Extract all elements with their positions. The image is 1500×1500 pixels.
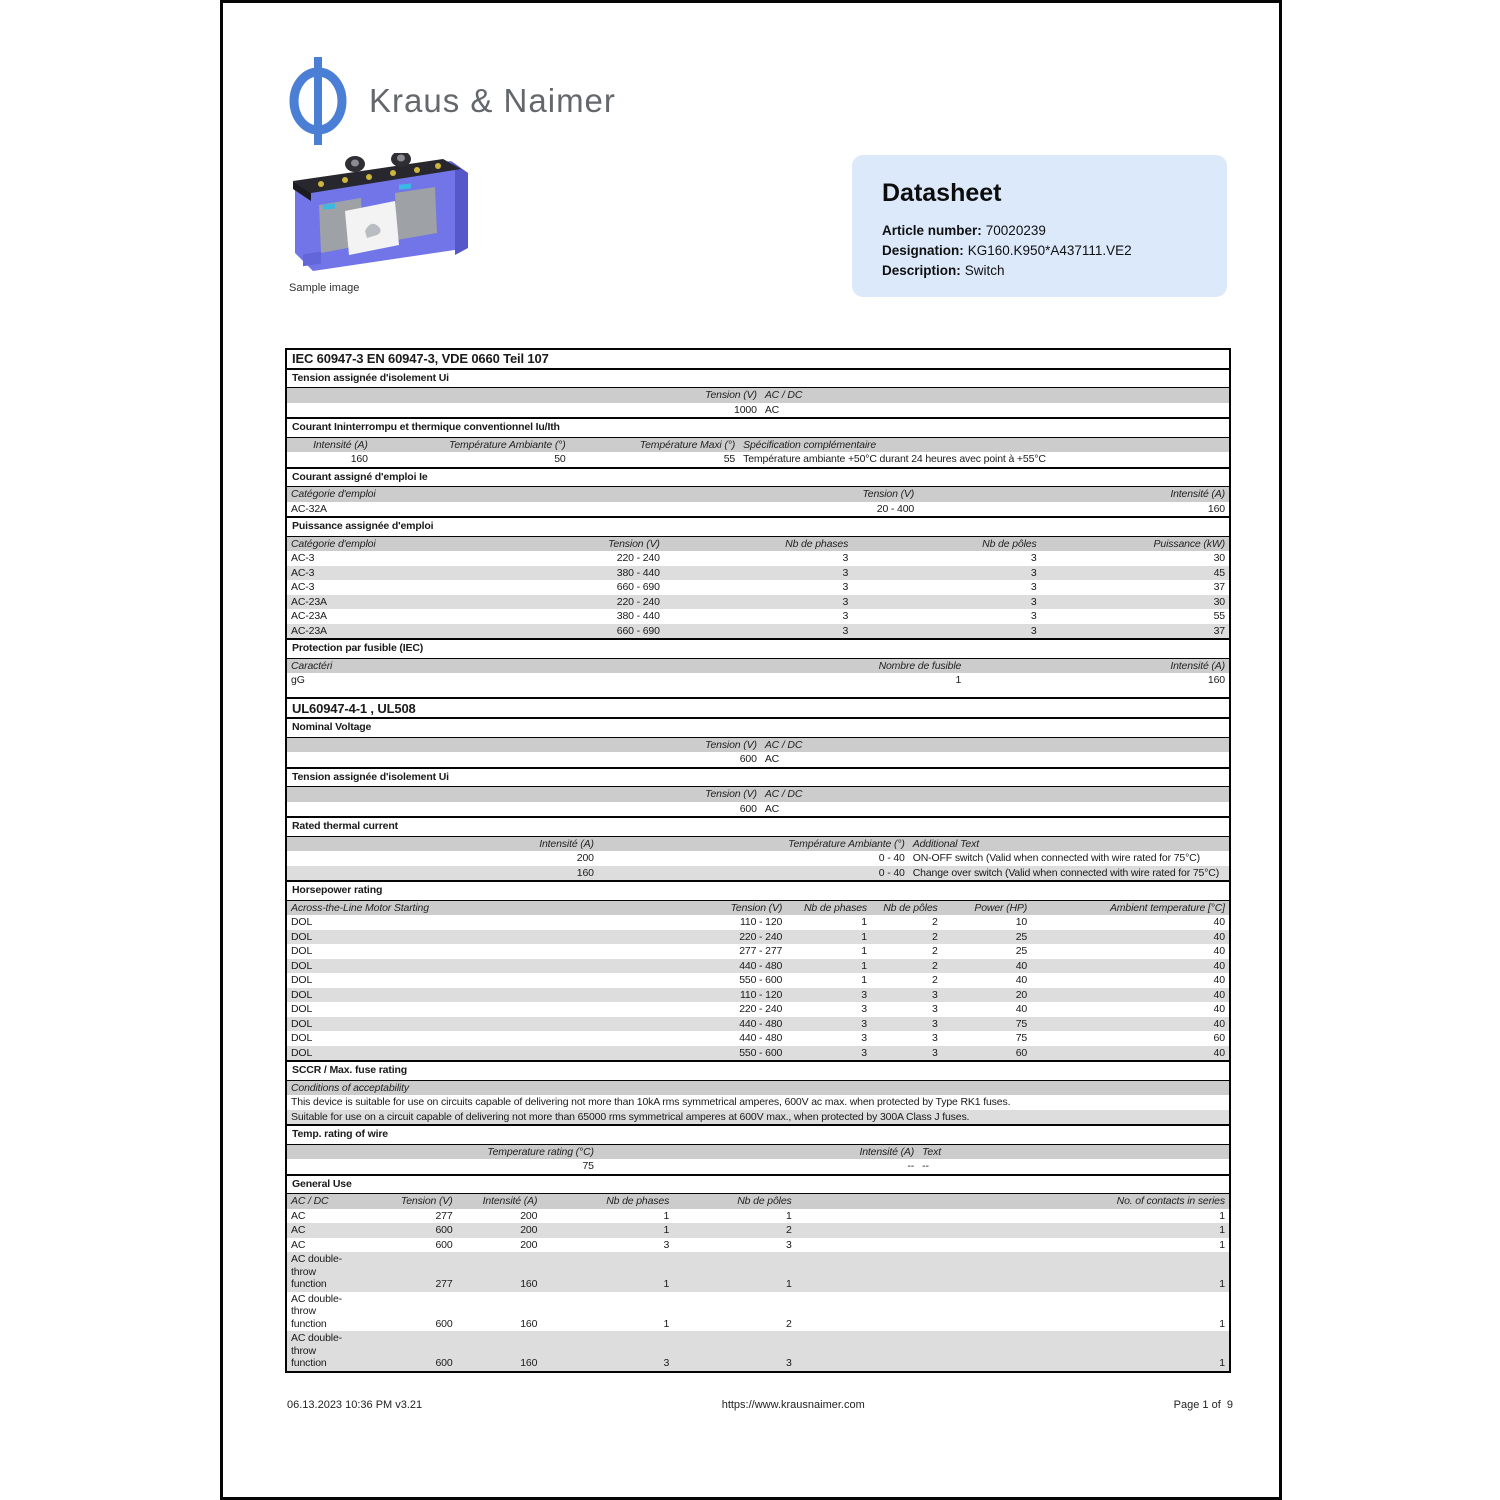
table-cell: 40	[1213, 1017, 1225, 1030]
table-cell: AC-32A	[291, 502, 327, 515]
table-cell: DOL	[291, 945, 313, 957]
section-heading	[287, 816, 1229, 837]
table-cell: AC-3	[291, 552, 315, 564]
table-row	[287, 1002, 1229, 1017]
column-header: Additional Text	[912, 837, 979, 850]
column-header: Température Ambiante (°)	[449, 438, 566, 451]
table-cell: 3	[1030, 552, 1037, 564]
table-cell: 440 - 480	[739, 1017, 783, 1030]
table-cell: 40	[1213, 1003, 1225, 1015]
column-header: Nb de pôles	[982, 537, 1037, 550]
table-cell: 3	[861, 1017, 867, 1030]
column-header: Nb de pôles	[883, 901, 938, 914]
table-cell: 200	[520, 1238, 538, 1251]
table-row	[287, 930, 1229, 945]
table-cell: AC double-throw function	[291, 1332, 343, 1369]
column-header: Conditions of acceptability	[291, 1081, 409, 1094]
column-header: Across-the-Line Motor Starting	[291, 901, 429, 914]
column-header: Tension (V)	[400, 1195, 453, 1207]
table-row	[287, 752, 1229, 767]
table-cell: 277 - 277	[739, 945, 783, 957]
document-page	[220, 0, 1282, 1500]
table-cell: 30	[1213, 552, 1225, 564]
datasheet-title: Datasheet	[882, 179, 1002, 207]
table-cell: 200	[520, 1209, 538, 1222]
table-cell: 380 - 440	[616, 610, 660, 622]
column-header: Temperature rating (°C)	[487, 1145, 594, 1158]
table-row	[287, 403, 1229, 418]
section-heading	[287, 1124, 1229, 1145]
footer-url: https://www.krausnaimer.com	[721, 1399, 865, 1411]
section-heading	[287, 467, 1229, 488]
phi-logo-icon	[289, 55, 347, 147]
table-cell: DOL	[291, 1017, 313, 1030]
table-cell: DOL	[291, 974, 313, 986]
table-cell: Tension assignée d'isolement Ui	[292, 371, 449, 384]
column-header: Caractéri	[291, 659, 333, 672]
table-cell: 660 - 690	[616, 624, 660, 637]
column-header: Tension (V)	[705, 788, 757, 800]
table-cell: 2	[785, 1224, 792, 1236]
table-row	[287, 1017, 1229, 1032]
table-cell: 3	[1030, 595, 1037, 608]
table-cell: 2	[931, 916, 938, 928]
column-header-row	[287, 1194, 1229, 1209]
table-cell: AC-23A	[291, 610, 327, 622]
table-cell: --	[907, 1160, 915, 1172]
table-cell: 3	[931, 1046, 938, 1059]
table-cell: 1	[1219, 1317, 1225, 1330]
table-cell: AC	[764, 753, 780, 765]
table-cell: 600	[739, 802, 757, 815]
table-row	[287, 1095, 1229, 1110]
table-row	[287, 1252, 1229, 1292]
column-header: AC / DC	[291, 1195, 329, 1207]
footer-page-number: Page 1 of 9	[1173, 1399, 1233, 1411]
table-row	[287, 1031, 1229, 1046]
table-cell: DOL	[291, 1032, 313, 1044]
table-cell: 10	[1015, 916, 1028, 928]
column-header: Intensité (A)	[1170, 659, 1225, 672]
table-cell: 160	[520, 1357, 538, 1369]
table-cell: 3	[931, 1017, 938, 1030]
table-row	[287, 566, 1229, 581]
table-cell: 200	[576, 852, 594, 864]
table-cell: 1	[663, 1209, 670, 1222]
table-row	[287, 624, 1229, 639]
table-row	[287, 1292, 1229, 1332]
table-cell: 3	[931, 1003, 938, 1015]
table-cell: 1	[663, 1224, 670, 1236]
table-cell: Température ambiante +50°C durant 24 heures avec point à +55°C	[743, 453, 1046, 465]
table-cell: 660 - 690	[616, 581, 660, 593]
table-cell: 75	[582, 1160, 594, 1172]
table-cell: 220 - 240	[739, 930, 783, 943]
table-cell: Horsepower rating	[292, 884, 383, 896]
table-cell: 55	[1213, 610, 1225, 622]
table-cell: 1	[861, 930, 867, 943]
table-cell: AC	[764, 802, 780, 815]
table-cell: gG	[291, 674, 305, 686]
table-cell: 3	[842, 581, 849, 593]
column-header: AC / DC	[764, 788, 803, 800]
table-cell: 50	[554, 453, 566, 465]
table-cell: 75	[1015, 1017, 1028, 1030]
table-row	[287, 595, 1229, 610]
table-cell: Protection par fusible (IEC)	[292, 642, 424, 654]
table-cell: 3	[785, 1357, 792, 1369]
table-cell: 600	[435, 1238, 453, 1251]
section-heading	[287, 719, 1229, 738]
table-row	[287, 1046, 1229, 1061]
column-header: Nombre de fusible	[878, 659, 962, 672]
section-heading	[287, 417, 1229, 438]
table-cell: 20	[1015, 988, 1028, 1001]
column-header: Température Ambiante (°)	[788, 837, 905, 850]
column-header: Catégorie d'emploi	[291, 488, 376, 500]
table-cell: 3	[842, 566, 849, 579]
table-cell: Puissance assignée d'emploi	[292, 520, 434, 532]
table-cell: 40	[1213, 959, 1225, 972]
column-header-row	[287, 837, 1229, 852]
table-cell: 3	[785, 1238, 792, 1251]
table-cell: 30	[1213, 595, 1225, 608]
table-cell: 40	[1015, 974, 1028, 986]
column-header: Nb de phases	[804, 901, 867, 914]
designation-line	[882, 241, 1207, 261]
table-cell: 600	[435, 1224, 453, 1236]
column-header: Catégorie d'emploi	[291, 537, 376, 550]
column-header: Intensité (A)	[859, 1145, 915, 1158]
table-cell: 1	[785, 1209, 792, 1222]
table-cell: 3	[842, 624, 849, 637]
page-footer	[223, 1399, 1279, 1415]
column-header: Tension (V)	[705, 389, 757, 401]
column-header: Tension (V)	[730, 901, 783, 914]
table-cell: 220 - 240	[739, 1003, 783, 1015]
table-cell: 160	[1207, 674, 1225, 686]
column-header-row	[287, 487, 1229, 502]
table-cell: 40	[1213, 930, 1225, 943]
section-heading	[287, 370, 1229, 389]
table-cell: 277	[435, 1209, 453, 1222]
table-cell: 160	[1207, 502, 1225, 515]
column-header: Nb de phases	[606, 1195, 670, 1207]
table-group-heading	[287, 697, 1229, 720]
table-cell: AC	[291, 1224, 306, 1236]
table-cell: AC	[291, 1238, 306, 1251]
table-row	[287, 1238, 1229, 1253]
table-group-heading	[287, 350, 1229, 370]
table-cell: 1000	[734, 403, 757, 416]
table-cell: DOL	[291, 988, 313, 1001]
column-header: AC / DC	[764, 389, 803, 401]
table-cell: DOL	[291, 1046, 313, 1059]
table-cell: 2	[931, 930, 938, 943]
section-heading	[287, 767, 1229, 788]
column-header: AC / DC	[764, 738, 803, 751]
table-cell: AC-3	[291, 581, 315, 593]
table-cell: 55	[723, 453, 736, 465]
spec-table	[285, 348, 1231, 1373]
table-cell: DOL	[291, 1003, 313, 1015]
table-cell: 3	[663, 1238, 670, 1251]
table-cell: 3	[861, 1032, 867, 1044]
table-cell: This device is suitable for use on circuits capable of delivering not more than 10kA rms symmetrical amperes, 600V ac max. when protected by Type RK1 fuses.	[291, 1096, 1011, 1108]
table-cell: 380 - 440	[616, 566, 660, 579]
column-header: Nb de phases	[785, 537, 849, 550]
table-cell: 600	[435, 1317, 453, 1330]
table-cell: 3	[663, 1357, 670, 1369]
table-cell: 1	[1219, 1278, 1225, 1290]
table-row	[287, 1159, 1229, 1174]
table-cell: DOL	[291, 916, 313, 928]
table-cell: 40	[1213, 988, 1225, 1001]
table-cell: 3	[1030, 624, 1037, 637]
table-row	[287, 673, 1229, 688]
table-cell: 3	[861, 1046, 867, 1059]
column-header-row	[287, 659, 1229, 674]
table-cell: 1	[861, 945, 867, 957]
table-cell: AC double-throw function	[291, 1253, 343, 1290]
table-cell: 40	[1213, 1046, 1225, 1059]
table-cell: 1	[1219, 1209, 1225, 1222]
table-cell: AC-3	[291, 566, 315, 579]
table-row	[287, 1110, 1229, 1125]
column-header: Nb de pôles	[737, 1195, 792, 1207]
datasheet-meta	[882, 221, 1207, 281]
column-header: Intensité (A)	[313, 438, 368, 451]
table-cell: --	[922, 1160, 929, 1172]
table-cell: 40	[1015, 959, 1028, 972]
description-label: Description:	[882, 263, 961, 278]
column-header: Puissance (kW)	[1153, 537, 1225, 550]
brand-name: Kraus & Naimer	[369, 82, 616, 119]
table-cell: 3	[842, 610, 849, 622]
column-header: Intensité (A)	[539, 837, 594, 850]
column-header: Tension (V)	[705, 738, 757, 751]
table-row	[287, 580, 1229, 595]
table-cell: 440 - 480	[739, 959, 783, 972]
column-header: Intensité (A)	[482, 1195, 538, 1207]
table-cell: 37	[1213, 581, 1225, 593]
table-cell: 3	[931, 1032, 938, 1044]
table-row	[287, 551, 1229, 566]
table-row	[287, 988, 1229, 1003]
table-cell: AC-23A	[291, 595, 327, 608]
description-line	[882, 261, 1207, 281]
table-cell: AC	[291, 1209, 306, 1222]
table-cell: Temp. rating of wire	[292, 1128, 388, 1140]
product-image	[283, 153, 488, 281]
table-cell: 3	[1030, 566, 1037, 579]
column-header-row	[287, 901, 1229, 916]
table-row	[287, 915, 1229, 930]
table-cell: 1	[1219, 1224, 1225, 1236]
column-header: Température Maxi (°)	[639, 438, 736, 451]
table-row	[287, 1209, 1229, 1224]
table-cell: AC	[764, 403, 780, 416]
table-cell: 60	[1213, 1032, 1225, 1044]
table-cell: 220 - 240	[616, 595, 660, 608]
column-header-row	[287, 1081, 1229, 1096]
column-header-row	[287, 388, 1229, 403]
section-heading	[287, 638, 1229, 659]
table-cell: Nominal Voltage	[292, 721, 372, 733]
column-header-row	[287, 738, 1229, 753]
table-cell: Suitable for use on a circuit capable of delivering not more than 65000 rms symmetrical amperes at 600V max., when protected by 300A Class J fuses.	[291, 1110, 970, 1123]
table-cell: 3	[861, 988, 867, 1001]
table-cell: 220 - 240	[616, 552, 660, 564]
column-header: Text	[922, 1145, 941, 1158]
table-cell: 3	[931, 988, 938, 1001]
table-cell: 40	[1213, 945, 1225, 957]
designation-label: Designation:	[882, 243, 964, 258]
table-row	[287, 866, 1229, 881]
table-cell: 1	[955, 674, 962, 686]
table-cell: 1	[861, 959, 867, 972]
table-cell: 40	[1213, 916, 1225, 928]
table-cell: 20 - 400	[876, 502, 915, 515]
table-cell: 600	[739, 753, 757, 765]
table-cell: AC double-throw function	[291, 1292, 343, 1330]
table-cell: 40	[1015, 1003, 1028, 1015]
table-cell: 25	[1015, 945, 1028, 957]
designation-value: KG160.K950*A437111.VE2	[967, 243, 1132, 258]
section-heading	[287, 516, 1229, 537]
column-header-row	[287, 1145, 1229, 1160]
table-cell: General Use	[292, 1177, 352, 1190]
table-cell: 110 - 120	[739, 988, 783, 1001]
table-cell: 200	[520, 1224, 538, 1236]
table-row	[287, 452, 1229, 467]
column-header-row	[287, 787, 1229, 802]
table-cell: 550 - 600	[739, 974, 783, 986]
table-cell: 160	[350, 453, 368, 465]
table-cell: 3	[1030, 610, 1037, 622]
table-cell: 2	[931, 959, 938, 972]
table-cell: 25	[1015, 930, 1028, 943]
footer-timestamp: 06.13.2023 10:36 PM v3.21	[287, 1399, 423, 1411]
table-cell: 1	[1219, 1357, 1225, 1369]
table-cell: 1	[861, 974, 867, 986]
brand-logo	[289, 55, 616, 147]
column-header-row	[287, 438, 1229, 453]
table-cell: 277	[435, 1278, 453, 1290]
table-cell: Change over switch (Valid when connected with wire rated for 75°C)	[912, 866, 1220, 879]
table-cell: SCCR / Max. fuse rating	[292, 1064, 407, 1076]
table-cell: 75	[1015, 1032, 1028, 1044]
table-cell: IEC 60947-3 EN 60947-3, VDE 0660 Teil 107	[292, 351, 549, 366]
table-cell: 1	[663, 1317, 670, 1330]
table-row	[287, 1223, 1229, 1238]
table-cell: 40	[1213, 974, 1225, 986]
table-cell: 0 - 40	[878, 866, 905, 879]
table-cell: UL60947-4-1 , UL508	[292, 700, 416, 716]
table-cell: 160	[520, 1278, 538, 1290]
table-cell: 1	[663, 1278, 670, 1290]
table-cell: 45	[1213, 566, 1225, 579]
table-cell: Tension assignée d'isolement Ui	[292, 770, 449, 783]
table-cell: 3	[842, 595, 849, 608]
table-cell: Courant assigné d'emploi Ie	[292, 470, 428, 483]
table-row	[287, 944, 1229, 959]
column-header: Ambient temperature [°C]	[1109, 901, 1225, 914]
table-cell: 110 - 120	[739, 916, 783, 928]
description-value: Switch	[964, 263, 1005, 278]
table-cell: 1	[785, 1278, 792, 1290]
column-header: Power (HP)	[974, 901, 1028, 914]
table-cell: 37	[1213, 624, 1225, 637]
datasheet-summary-box	[852, 155, 1227, 297]
table-cell: 0 - 40	[878, 852, 905, 864]
article-number-line	[882, 221, 1207, 241]
column-header-row	[287, 537, 1229, 552]
article-number-value: 70020239	[985, 223, 1046, 238]
table-cell: 2	[931, 974, 938, 986]
table-cell: 3	[1030, 581, 1037, 593]
column-header: Spécification complémentaire	[743, 438, 877, 451]
table-row	[287, 1331, 1229, 1371]
section-heading	[287, 1060, 1229, 1081]
section-heading	[287, 880, 1229, 901]
table-cell: 3	[861, 1003, 867, 1015]
section-heading	[287, 1174, 1229, 1195]
table-cell: DOL	[291, 959, 313, 972]
table-row	[287, 502, 1229, 517]
table-cell: Courant Ininterrompu et thermique conventionnel Iu/Ith	[292, 421, 560, 433]
table-cell: 1	[1219, 1238, 1225, 1251]
table-cell: DOL	[291, 930, 313, 943]
table-cell: 60	[1015, 1046, 1028, 1059]
table-cell: 2	[931, 945, 938, 957]
table-cell: 440 - 480	[739, 1032, 783, 1044]
table-row	[287, 973, 1229, 988]
table-cell: 600	[435, 1357, 453, 1369]
table-cell: Rated thermal current	[292, 820, 398, 832]
table-cell: AC-23A	[291, 624, 327, 637]
table-row	[287, 802, 1229, 817]
table-cell: ON-OFF switch (Valid when connected with wire rated for 75°C)	[912, 852, 1200, 864]
column-header: Intensité (A)	[1170, 488, 1225, 500]
table-cell: 2	[785, 1317, 792, 1330]
column-header: Tension (V)	[862, 488, 915, 500]
table-cell: 160	[576, 866, 594, 879]
table-cell: 160	[520, 1317, 538, 1330]
table-cell: 1	[861, 916, 867, 928]
column-header: No. of contacts in series	[1116, 1195, 1225, 1207]
sample-image-caption: Sample image	[289, 282, 360, 294]
table-cell: 3	[842, 552, 849, 564]
article-number-label: Article number:	[882, 223, 982, 238]
table-row	[287, 609, 1229, 624]
table-cell: 550 - 600	[739, 1046, 783, 1059]
table-row	[287, 959, 1229, 974]
column-header: Tension (V)	[608, 537, 660, 550]
table-row	[287, 851, 1229, 866]
